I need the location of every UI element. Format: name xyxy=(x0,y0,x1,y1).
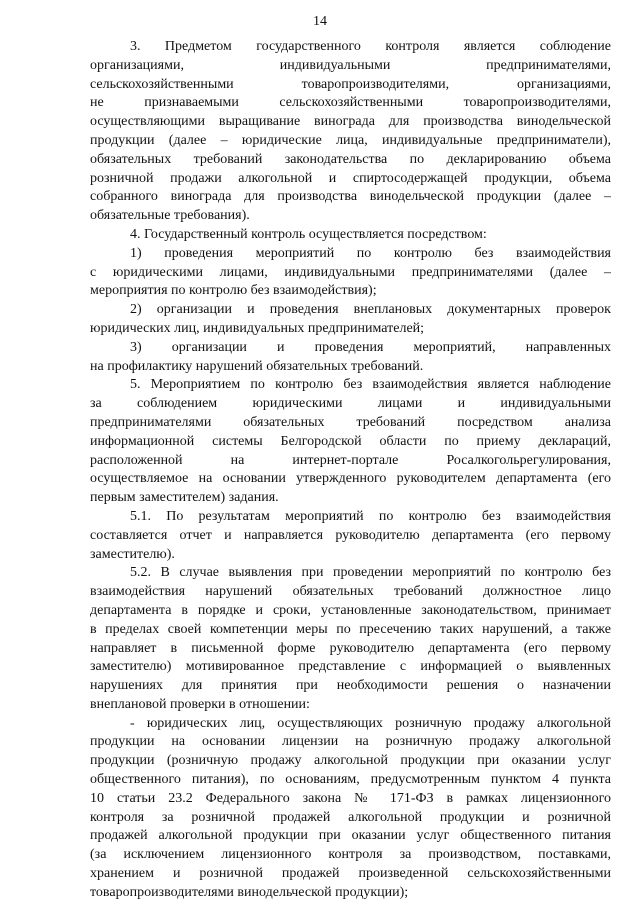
text-line: 3. Предметом государственного контроля является соблюдение xyxy=(130,39,611,54)
document-body xyxy=(90,38,611,903)
text-line: 3) организации и проведения мероприятий, направленных xyxy=(130,339,611,355)
text-line: 5. Мероприятием по контролю без взаимодействия является наблюдение xyxy=(130,377,611,393)
text-line: на профилактику нарушений обязательных требований. xyxy=(90,358,424,374)
text-line: 5.1. По результатам мероприятий по контролю без взаимодействия xyxy=(130,508,611,524)
text-line: хранением и розничной продажей произведенной сельскохозяйственными xyxy=(90,866,611,882)
text-line: 10 статьи 23.2 Федерального закона № 171-ФЗ в рамках лицензионного xyxy=(90,790,611,806)
text-line: продукции (далее – юридические лица, индивидуальные предприниматели), xyxy=(90,132,611,148)
text-line: департамента в порядке и сроки, установленные законодательством, принимает xyxy=(90,602,611,618)
text-line: обязательные требования). xyxy=(90,208,250,224)
text-line: составляется отчет и направляется руководителю департамента (его первому xyxy=(90,527,611,543)
text-line: 4. Государственный контроль осуществляется посредством: xyxy=(130,226,487,242)
text-line: первым заместителем) задания. xyxy=(90,490,279,506)
text-line: продукции (розничную продажу алкогольной продукции при оказании услуг xyxy=(90,753,611,769)
text-line: взаимодействия нарушений обязательных требований должностное лицо xyxy=(90,584,611,600)
text-line: мероприятия по контролю без взаимодействия); xyxy=(90,283,377,299)
text-line: нарушениях для принятия при необходимости решения о назначении xyxy=(90,678,611,694)
text-line: сельскохозяйственными товаропроизводителями, организациями, xyxy=(90,76,611,92)
text-line: осуществляющими выращивание винограда для производства винодельческой xyxy=(90,114,611,130)
text-line: с юридическими лицами, индивидуальными предпринимателями (далее – xyxy=(90,264,611,280)
text-line: информационной системы Белгородской области по приему деклараций, xyxy=(90,433,611,449)
text-line: контроля за розничной продажей алкогольной продукции и розничной xyxy=(90,809,611,825)
text-line: 2) организации и проведения внеплановых документарных проверок xyxy=(130,302,611,318)
text-line: организациями, индивидуальными предпринимателями, xyxy=(90,57,611,73)
text-line: заместителю) мотивированное представление с информацией о выявленных xyxy=(90,659,611,675)
text-line: продукции на основании лицензии на розничную продажу алкогольной xyxy=(90,734,611,750)
text-line: продажей алкогольной продукции при оказании услуг общественного питания xyxy=(90,828,611,844)
text-line: за соблюдением юридическими лицами и индивидуальными xyxy=(90,396,611,412)
text-line: расположенной на интернет-портале Росалкогольрегулирования, xyxy=(90,452,611,468)
text-line: предпринимателями обязательных требований посредством анализа xyxy=(90,414,611,430)
text-line: не признаваемыми сельскохозяйственными товаропроизводителями, xyxy=(90,95,611,111)
text-line: (за исключением лицензионного контроля за производством, поставками, xyxy=(90,847,611,863)
text-line: осуществляемое на основании утвержденного руководителем департамента (его xyxy=(90,471,611,487)
text-line: общественного питания), по основаниям, предусмотренным пунктом 4 пункта xyxy=(90,772,611,788)
page-number: 14 xyxy=(313,14,327,29)
text-line: товаропроизводителями винодельческой продукции); xyxy=(90,884,409,900)
text-line: юридических лиц, индивидуальных предпринимателей; xyxy=(90,320,425,336)
text-line: обязательных требований законодательства по декларированию объема xyxy=(90,151,611,167)
text-line: 5.2. В случае выявления при проведении мероприятий по контролю без xyxy=(130,565,611,581)
text-line: заместителю). xyxy=(90,546,175,562)
text-line: направляет в письменной форме руководителю департамента (его первому xyxy=(90,640,611,656)
text-line: собранного винограда для производства винодельческой продукции (далее – xyxy=(90,189,611,205)
text-line: внеплановой проверки в отношении: xyxy=(90,696,310,712)
text-line: 1) проведения мероприятий по контролю без взаимодействия xyxy=(130,245,611,261)
text-line: розничной продажи алкогольной и спиртосодержащей продукции, объема xyxy=(90,170,611,186)
text-line: - юридических лиц, осуществляющих розничную продажу алкогольной xyxy=(130,715,611,731)
text-line: в пределах своей компетенции меры по пресечению таких нарушений, а также xyxy=(90,621,611,637)
